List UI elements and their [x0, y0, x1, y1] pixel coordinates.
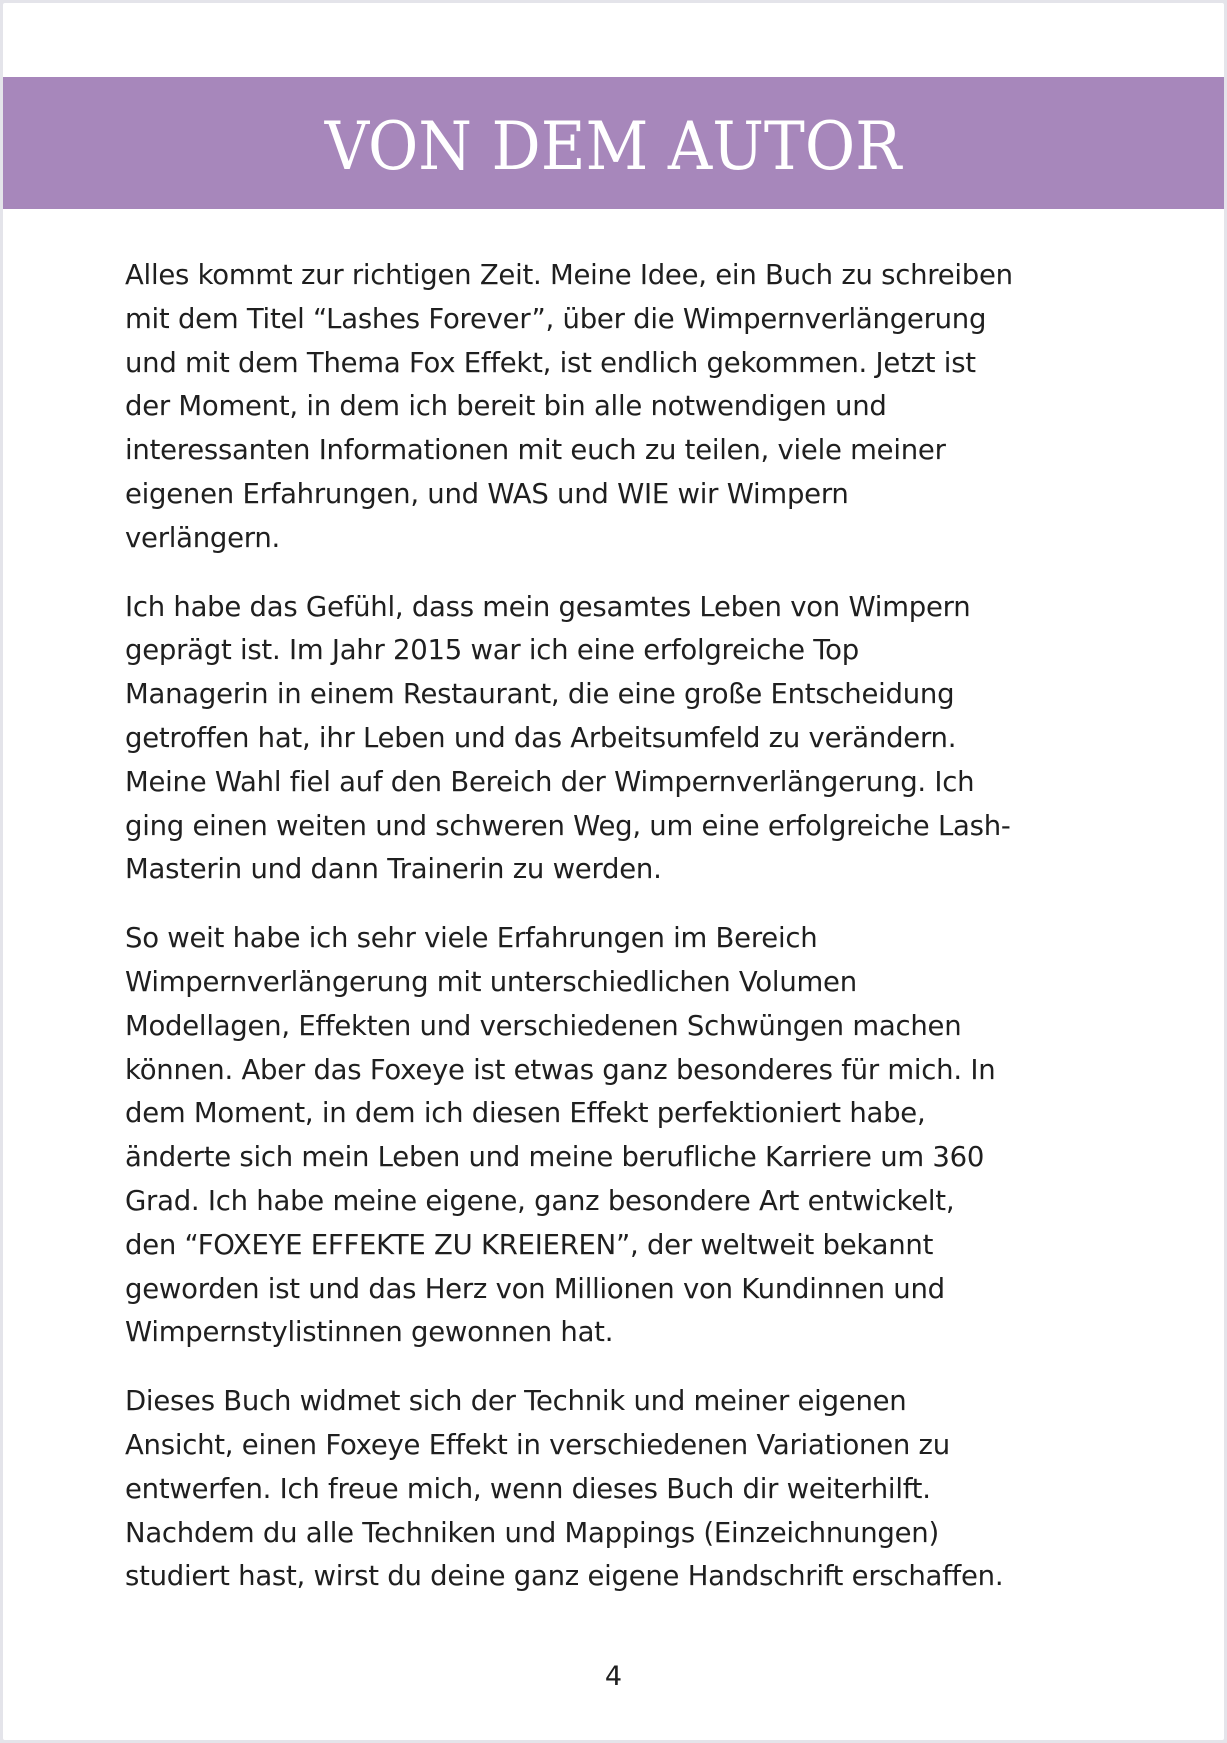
body-text — [125, 254, 1105, 1624]
page-title: VON DEM AUTOR — [325, 107, 902, 185]
paragraph-4: Dieses Buch widmet sich der Technik und meiner eigenen Ansicht, einen Foxeye Effekt in verschiedenen Variationen zu entwerfen. Ich freue mich, wenn dieses Buch dir weiterhilft. Nachdem du alle Techniken und Mappings (Einzeichnungen) studiert hast, wirst du deine ganz eigene Handschrift erschaffen. — [125, 1385, 1004, 1593]
paragraph-3: So weit habe ich sehr viele Erfahrungen im Bereich Wimpernverlängerung mit unterschiedlichen Volumen Modellagen, Effekten und verschiedenen Schwüngen machen können. Aber das Foxeye ist etwas ganz besonderes für mich. In dem Moment, in dem ich diesen Effekt perfektioniert habe, änderte sich mein Leben und meine berufliche Karriere um 360 Grad. Ich habe meine eigene, ganz besondere Art entwickelt, den “FOXEYE EFFEKTE ZU KREIEREN”, der weltweit bekannt geworden ist und das Herz von Millionen von Kundinnen und Wimpernstylistinnen gewonnen hat. — [125, 922, 996, 1349]
page-number: 4 — [604, 1661, 623, 1692]
paragraph-2: Ich habe das Gefühl, dass mein gesamtes Leben von Wimpern geprägt ist. Im Jahr 2015 war ich eine erfolgreiche Top Managerin in einem Restaurant, die eine große Entscheidung getroffen hat, ihr Leben und das Arbeitsumfeld zu verändern. Meine Wahl fiel auf den Bereich der Wimpernverlängerung. Ich ging einen weiten und schweren Weg, um eine erfolgreiche Lash- Masterin und dann Trainerin zu werden. — [125, 590, 1011, 886]
document-page — [3, 3, 1224, 1740]
title-band — [3, 77, 1224, 209]
paragraph-1: Alles kommt zur richtigen Zeit. Meine Idee, ein Buch zu schreiben mit dem Titel “Lashes Forever”, über die Wimpernverlängerung und mit dem Thema Fox Effekt, ist endlich gekommen. Jetzt ist der Moment, in dem ich bereit bin alle notwendigen und interessanten Informationen mit euch zu teilen, viele meiner eigenen Erfahrungen, und WAS und WIE wir Wimpern verlängern. — [125, 259, 1013, 554]
